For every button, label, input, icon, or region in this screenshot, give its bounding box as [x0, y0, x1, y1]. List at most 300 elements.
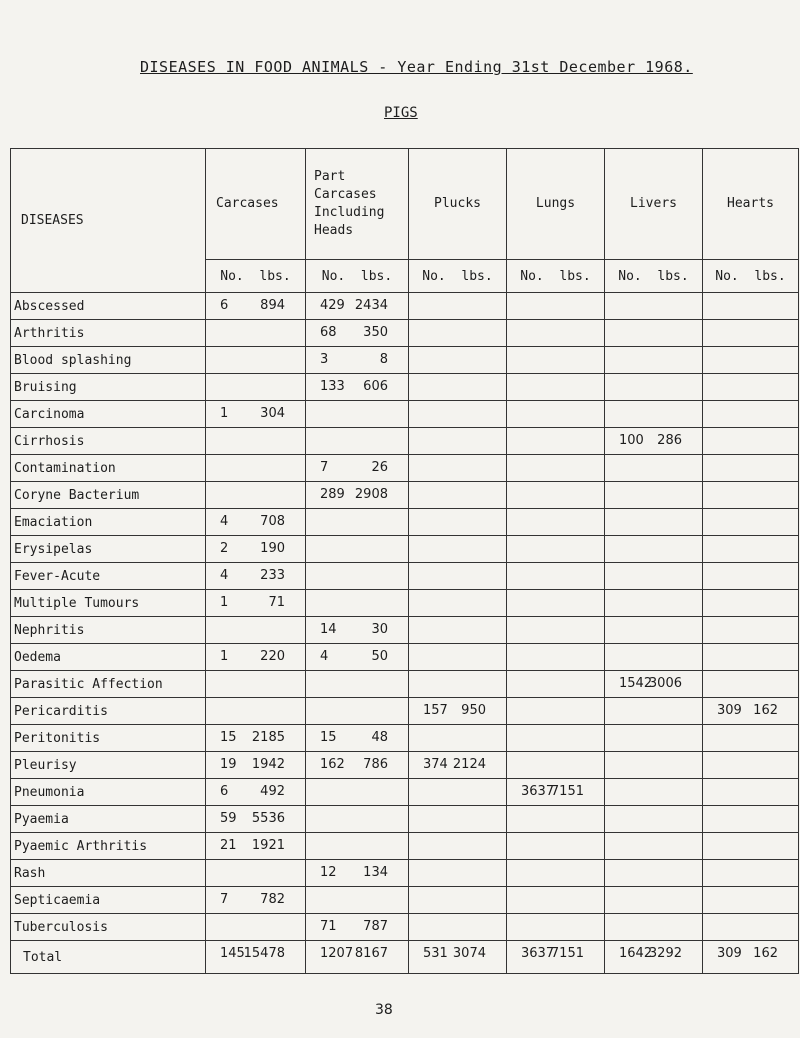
- value-cell: [206, 293, 306, 320]
- weight-value: 2185: [251, 730, 285, 745]
- weight-value: 606: [363, 379, 388, 394]
- value-cell: [507, 293, 605, 320]
- count-value: 3: [320, 352, 329, 367]
- value-cell: [306, 428, 409, 455]
- value-cell: [306, 374, 409, 401]
- count-value: 145: [220, 946, 245, 961]
- unit-header: [409, 260, 507, 293]
- weight-value: 786: [363, 757, 388, 772]
- value-cell: [605, 779, 703, 806]
- count-value: 7: [220, 892, 229, 907]
- value-cell: [306, 293, 409, 320]
- count-value: 1: [220, 595, 229, 610]
- table-row: [11, 644, 799, 671]
- disease-name: Arthritis: [11, 320, 206, 347]
- value-cell: [206, 671, 306, 698]
- value-cell: [605, 617, 703, 644]
- weight-value: 950: [461, 703, 486, 718]
- count-value: 6: [220, 784, 229, 799]
- value-cell: [409, 509, 507, 536]
- count-value: 59: [220, 811, 237, 826]
- value-cell: [507, 752, 605, 779]
- value-cell: [409, 347, 507, 374]
- table-row: [11, 293, 799, 320]
- value-cell: [605, 482, 703, 509]
- value-cell: [206, 347, 306, 374]
- value-cell: [605, 347, 703, 374]
- count-value: 21: [220, 838, 237, 853]
- value-cell: [507, 320, 605, 347]
- count-value: 12: [320, 865, 337, 880]
- value-cell: [703, 293, 799, 320]
- value-cell: [306, 914, 409, 941]
- count-value: 309: [717, 703, 742, 718]
- unit-no: No.: [220, 268, 244, 284]
- value-cell: [507, 671, 605, 698]
- count-value: 6: [220, 298, 229, 313]
- value-cell: [507, 941, 605, 974]
- disease-name: Nephritis: [11, 617, 206, 644]
- page-title: DISEASES IN FOOD ANIMALS - Year Ending 31st December 1968.: [140, 58, 693, 76]
- unit-lbs: lbs.: [754, 268, 786, 284]
- value-cell: [306, 563, 409, 590]
- count-value: 1: [220, 649, 229, 664]
- weight-value: 1921: [251, 838, 285, 853]
- weight-value: 708: [260, 514, 285, 529]
- value-cell: [507, 644, 605, 671]
- count-value: 1642: [619, 946, 653, 961]
- value-cell: [306, 347, 409, 374]
- weight-value: 71: [268, 595, 285, 610]
- table-row: [11, 320, 799, 347]
- value-cell: [206, 941, 306, 974]
- value-cell: [703, 320, 799, 347]
- value-cell: [409, 320, 507, 347]
- value-cell: [703, 401, 799, 428]
- table-row: [11, 482, 799, 509]
- count-value: 19: [220, 757, 237, 772]
- value-cell: [605, 563, 703, 590]
- value-cell: [507, 401, 605, 428]
- value-cell: [206, 509, 306, 536]
- unit-no: No.: [321, 268, 346, 284]
- table-row: [11, 698, 799, 725]
- value-cell: [507, 509, 605, 536]
- value-cell: [703, 752, 799, 779]
- value-cell: [605, 860, 703, 887]
- value-cell: [409, 779, 507, 806]
- count-value: 1542: [619, 676, 653, 691]
- value-cell: [409, 536, 507, 563]
- page-number: 38: [375, 1002, 393, 1018]
- value-cell: [507, 428, 605, 455]
- value-cell: [703, 698, 799, 725]
- value-cell: [703, 455, 799, 482]
- weight-value: 30: [371, 622, 388, 637]
- value-cell: [507, 860, 605, 887]
- header-row: [11, 149, 799, 260]
- count-value: 309: [717, 946, 742, 961]
- disease-name: Septicaemia: [11, 887, 206, 914]
- count-value: 531: [423, 946, 448, 961]
- value-cell: [605, 428, 703, 455]
- value-cell: [703, 563, 799, 590]
- value-cell: [206, 860, 306, 887]
- table-row: [11, 779, 799, 806]
- count-value: 7: [320, 460, 329, 475]
- value-cell: [409, 887, 507, 914]
- value-cell: [507, 455, 605, 482]
- count-value: 162: [320, 757, 345, 772]
- value-cell: [409, 428, 507, 455]
- unit-header: [703, 260, 799, 293]
- count-value: 1207: [320, 946, 354, 961]
- value-cell: [703, 347, 799, 374]
- value-cell: [206, 779, 306, 806]
- value-cell: [206, 914, 306, 941]
- weight-value: 2908: [354, 487, 388, 502]
- header-carcases: Carcases: [206, 149, 306, 260]
- weight-value: 350: [363, 325, 388, 340]
- value-cell: [507, 374, 605, 401]
- value-cell: [206, 833, 306, 860]
- unit-lbs: lbs.: [360, 268, 393, 284]
- table-row: [11, 590, 799, 617]
- value-cell: [507, 536, 605, 563]
- disease-name: Rash: [11, 860, 206, 887]
- disease-name: Pleurisy: [11, 752, 206, 779]
- header-plucks: Plucks: [409, 149, 507, 260]
- disease-name: Parasitic Affection: [11, 671, 206, 698]
- count-value: 157: [423, 703, 448, 718]
- value-cell: [409, 860, 507, 887]
- value-cell: [507, 725, 605, 752]
- count-value: 14: [320, 622, 337, 637]
- value-cell: [605, 752, 703, 779]
- disease-name: Abscessed: [11, 293, 206, 320]
- count-value: 3637: [521, 946, 555, 961]
- header-lungs: Lungs: [507, 149, 605, 260]
- table-row: [11, 806, 799, 833]
- value-cell: [605, 671, 703, 698]
- value-cell: [605, 509, 703, 536]
- value-cell: [409, 563, 507, 590]
- value-cell: [507, 482, 605, 509]
- value-cell: [507, 347, 605, 374]
- table-row: [11, 914, 799, 941]
- value-cell: [306, 401, 409, 428]
- value-cell: [507, 563, 605, 590]
- value-cell: [703, 671, 799, 698]
- value-cell: [605, 590, 703, 617]
- weight-value: 894: [260, 298, 285, 313]
- table-row: [11, 455, 799, 482]
- table-row: [11, 401, 799, 428]
- total-row: [11, 941, 799, 974]
- weight-value: 782: [260, 892, 285, 907]
- value-cell: [703, 887, 799, 914]
- value-cell: [409, 644, 507, 671]
- unit-no: No.: [422, 268, 446, 284]
- header-diseases: DISEASES: [11, 149, 206, 293]
- weight-value: 787: [363, 919, 388, 934]
- disease-name: Multiple Tumours: [11, 590, 206, 617]
- disease-name: Peritonitis: [11, 725, 206, 752]
- value-cell: [409, 671, 507, 698]
- value-cell: [703, 914, 799, 941]
- value-cell: [409, 752, 507, 779]
- value-cell: [507, 779, 605, 806]
- weight-value: 304: [260, 406, 285, 421]
- value-cell: [605, 401, 703, 428]
- value-cell: [409, 482, 507, 509]
- value-cell: [703, 509, 799, 536]
- unit-lbs: lbs.: [461, 268, 493, 284]
- disease-name: Oedema: [11, 644, 206, 671]
- value-cell: [409, 806, 507, 833]
- value-cell: [206, 374, 306, 401]
- total-label: Total: [11, 941, 206, 974]
- value-cell: [306, 617, 409, 644]
- value-cell: [605, 887, 703, 914]
- count-value: 15: [220, 730, 237, 745]
- weight-value: 162: [753, 946, 778, 961]
- weight-value: 2124: [452, 757, 486, 772]
- value-cell: [306, 833, 409, 860]
- value-cell: [605, 644, 703, 671]
- count-value: 429: [320, 298, 345, 313]
- weight-value: 492: [260, 784, 285, 799]
- disease-name: Emaciation: [11, 509, 206, 536]
- table-row: [11, 617, 799, 644]
- count-value: 133: [320, 379, 345, 394]
- weight-value: 48: [371, 730, 388, 745]
- value-cell: [306, 671, 409, 698]
- value-cell: [206, 590, 306, 617]
- table-row: [11, 887, 799, 914]
- value-cell: [703, 482, 799, 509]
- weight-value: 8: [379, 352, 388, 367]
- table-row: [11, 860, 799, 887]
- value-cell: [507, 887, 605, 914]
- disease-name: Carcinoma: [11, 401, 206, 428]
- table-row: [11, 536, 799, 563]
- value-cell: [206, 752, 306, 779]
- value-cell: [206, 401, 306, 428]
- count-value: 374: [423, 757, 448, 772]
- value-cell: [605, 806, 703, 833]
- value-cell: [507, 617, 605, 644]
- value-cell: [306, 590, 409, 617]
- disease-name: Tuberculosis: [11, 914, 206, 941]
- value-cell: [703, 860, 799, 887]
- value-cell: [703, 725, 799, 752]
- value-cell: [703, 644, 799, 671]
- weight-value: 233: [260, 568, 285, 583]
- value-cell: [306, 860, 409, 887]
- table-row: [11, 563, 799, 590]
- header-part-carcases: Part Carcases Including Heads: [306, 149, 409, 260]
- disease-name: Pericarditis: [11, 698, 206, 725]
- value-cell: [507, 806, 605, 833]
- value-cell: [703, 536, 799, 563]
- value-cell: [306, 779, 409, 806]
- value-cell: [507, 833, 605, 860]
- weight-value: 26: [371, 460, 388, 475]
- disease-name: Cirrhosis: [11, 428, 206, 455]
- unit-lbs: lbs.: [559, 268, 591, 284]
- table-body: [11, 293, 799, 974]
- value-cell: [306, 455, 409, 482]
- value-cell: [507, 698, 605, 725]
- value-cell: [409, 725, 507, 752]
- unit-lbs: lbs.: [657, 268, 689, 284]
- table-row: [11, 347, 799, 374]
- weight-value: 8167: [354, 946, 388, 961]
- value-cell: [206, 482, 306, 509]
- weight-value: 162: [753, 703, 778, 718]
- value-cell: [605, 293, 703, 320]
- header-livers: Livers: [605, 149, 703, 260]
- value-cell: [306, 644, 409, 671]
- value-cell: [206, 698, 306, 725]
- value-cell: [306, 725, 409, 752]
- value-cell: [306, 698, 409, 725]
- value-cell: [409, 914, 507, 941]
- weight-value: 7151: [550, 946, 584, 961]
- value-cell: [306, 482, 409, 509]
- value-cell: [703, 428, 799, 455]
- value-cell: [409, 941, 507, 974]
- disease-name: Blood splashing: [11, 347, 206, 374]
- value-cell: [306, 320, 409, 347]
- count-value: 68: [320, 325, 337, 340]
- value-cell: [206, 806, 306, 833]
- unit-header: [306, 260, 409, 293]
- weight-value: 286: [657, 433, 682, 448]
- table-row: [11, 833, 799, 860]
- weight-value: 220: [260, 649, 285, 664]
- value-cell: [703, 374, 799, 401]
- count-value: 71: [320, 919, 337, 934]
- disease-name: Pyaemia: [11, 806, 206, 833]
- weight-value: 190: [260, 541, 285, 556]
- unit-header: [605, 260, 703, 293]
- unit-header: [507, 260, 605, 293]
- count-value: 289: [320, 487, 345, 502]
- unit-no: No.: [520, 268, 544, 284]
- value-cell: [703, 833, 799, 860]
- unit-no: No.: [715, 268, 739, 284]
- value-cell: [605, 833, 703, 860]
- value-cell: [206, 455, 306, 482]
- disease-name: Contamination: [11, 455, 206, 482]
- disease-name: Erysipelas: [11, 536, 206, 563]
- count-value: 4: [220, 514, 229, 529]
- weight-value: 3074: [452, 946, 486, 961]
- value-cell: [703, 806, 799, 833]
- value-cell: [605, 536, 703, 563]
- weight-value: 50: [371, 649, 388, 664]
- value-cell: [507, 590, 605, 617]
- table-row: [11, 509, 799, 536]
- count-value: 1: [220, 406, 229, 421]
- value-cell: [409, 698, 507, 725]
- disease-name: Coryne Bacterium: [11, 482, 206, 509]
- value-cell: [206, 725, 306, 752]
- value-cell: [409, 455, 507, 482]
- value-cell: [206, 617, 306, 644]
- disease-name: Bruising: [11, 374, 206, 401]
- value-cell: [605, 725, 703, 752]
- unit-lbs: lbs.: [259, 268, 291, 284]
- value-cell: [206, 644, 306, 671]
- value-cell: [409, 590, 507, 617]
- value-cell: [409, 617, 507, 644]
- weight-value: 15478: [243, 946, 285, 961]
- value-cell: [409, 401, 507, 428]
- disease-name: Pneumonia: [11, 779, 206, 806]
- count-value: 4: [320, 649, 329, 664]
- count-value: 2: [220, 541, 229, 556]
- value-cell: [703, 779, 799, 806]
- value-cell: [409, 833, 507, 860]
- weight-value: 2434: [354, 298, 388, 313]
- value-cell: [605, 374, 703, 401]
- table-row: [11, 428, 799, 455]
- value-cell: [306, 509, 409, 536]
- value-cell: [306, 536, 409, 563]
- table-row: [11, 725, 799, 752]
- value-cell: [703, 590, 799, 617]
- value-cell: [306, 887, 409, 914]
- value-cell: [703, 617, 799, 644]
- count-value: 4: [220, 568, 229, 583]
- weight-value: 7151: [550, 784, 584, 799]
- unit-no: No.: [618, 268, 642, 284]
- count-value: 3637: [521, 784, 555, 799]
- disease-name: Fever-Acute: [11, 563, 206, 590]
- value-cell: [306, 806, 409, 833]
- value-cell: [605, 320, 703, 347]
- weight-value: 3292: [648, 946, 682, 961]
- value-cell: [605, 455, 703, 482]
- table-row: [11, 671, 799, 698]
- value-cell: [605, 914, 703, 941]
- value-cell: [206, 320, 306, 347]
- value-cell: [306, 752, 409, 779]
- value-cell: [206, 428, 306, 455]
- weight-value: 5536: [251, 811, 285, 826]
- value-cell: [703, 941, 799, 974]
- count-value: 100: [619, 433, 644, 448]
- value-cell: [206, 887, 306, 914]
- weight-value: 1942: [251, 757, 285, 772]
- page-subtitle: PIGS: [384, 105, 418, 121]
- diseases-table: [10, 148, 799, 974]
- header-hearts: Hearts: [703, 149, 799, 260]
- value-cell: [206, 536, 306, 563]
- table-row: [11, 374, 799, 401]
- value-cell: [605, 698, 703, 725]
- disease-name: Pyaemic Arthritis: [11, 833, 206, 860]
- count-value: 15: [320, 730, 337, 745]
- weight-value: 3006: [648, 676, 682, 691]
- value-cell: [409, 293, 507, 320]
- weight-value: 134: [363, 865, 388, 880]
- value-cell: [409, 374, 507, 401]
- unit-header: [206, 260, 306, 293]
